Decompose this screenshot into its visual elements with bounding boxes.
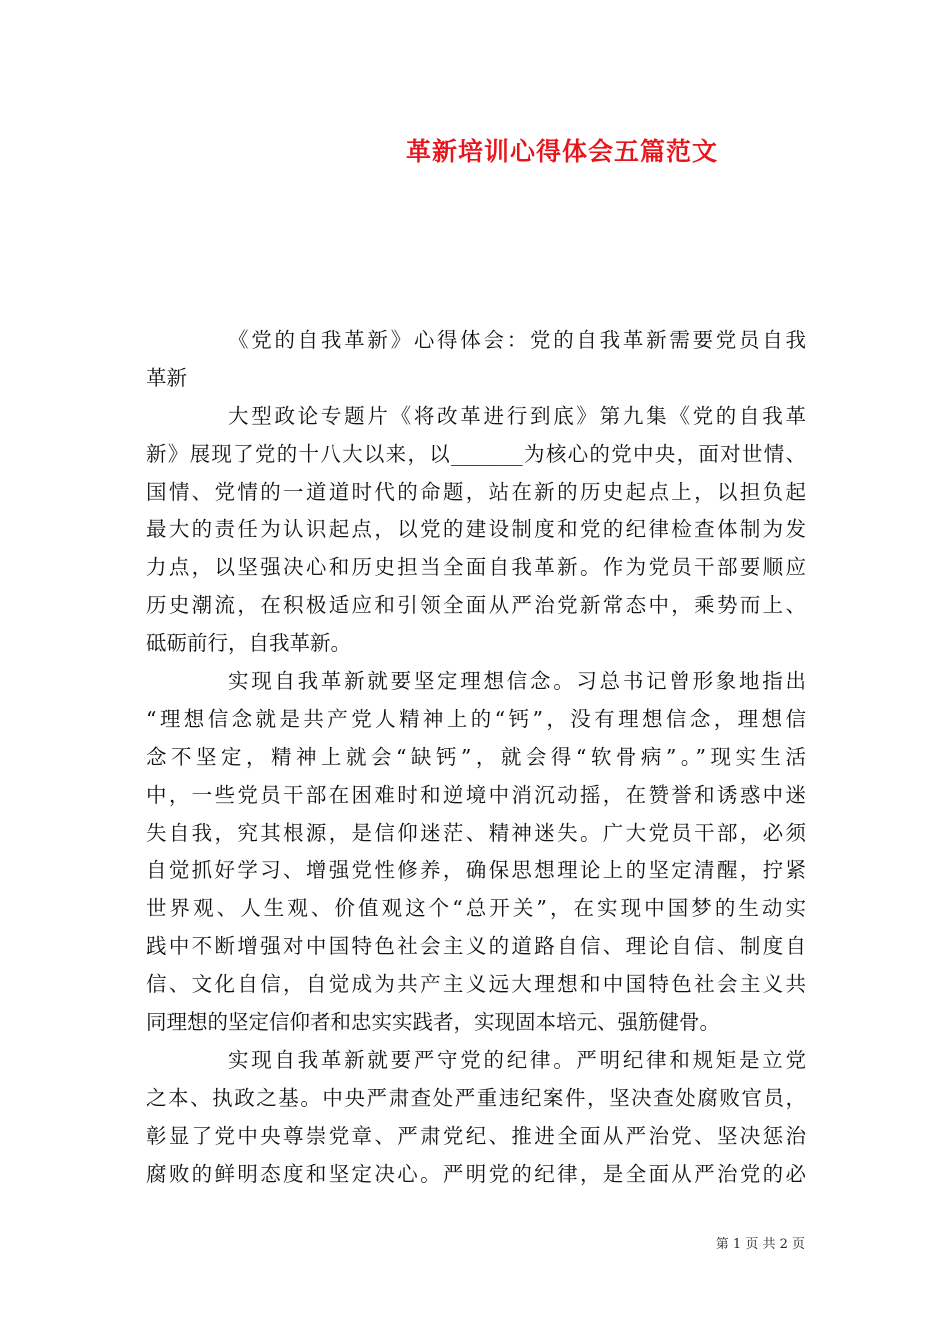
paragraph-line: 念不坚定，精神上就会“缺钙”，就会得“软骨病”。”现实生活 [146, 744, 806, 769]
paragraph-line: 最大的责任为认识起点，以党的建设制度和党的纪律检查体制为发 [146, 517, 806, 542]
paragraph-line: 信、文化自信，自觉成为共产主义远大理想和中国特色社会主义共 [146, 972, 806, 997]
paragraph-line: 世界观、人生观、价值观这个“总开关”，在实现中国梦的生动实 [146, 896, 806, 921]
paragraph-line: 国情、党情的一道道时代的命题，站在新的历史起点上，以担负起 [146, 479, 806, 504]
paragraph-line: 同理想的坚定信仰者和忠实实践者，实现固本培元、强筋健骨。 [146, 1010, 720, 1035]
paragraph-line: 砥砺前行，自我革新。 [146, 631, 351, 656]
page-number: 第 1 页 共 2 页 [715, 1237, 805, 1252]
paragraph-line: 新》展现了党的十八大以来，以_______为核心的党中央，面对世情、 [146, 441, 806, 466]
paragraph-line: 大型政论专题片《将改革进行到底》第九集《党的自我革 [228, 403, 806, 428]
paragraph-line: 自觉抓好学习、增强党性修养，确保思想理论上的坚定清醒，拧紧 [146, 858, 806, 883]
subtitle [146, 322, 806, 398]
document-title: 革新培训心得体会五篇范文 [405, 137, 718, 166]
paragraph-line: 彰显了党中央尊崇党章、严肃党纪、推进全面从严治党、坚决惩治 [146, 1123, 806, 1148]
paragraph-line: 实现自我革新就要坚定理想信念。习总书记曾形象地指出 [228, 669, 806, 694]
subtitle-line: 革新 [146, 365, 187, 390]
paragraph [146, 1042, 806, 1194]
paragraph-line: 之本、执政之基。中央严肃查处严重违纪案件，坚决查处腐败官员， [146, 1085, 806, 1110]
paragraph-line: 中，一些党员干部在困难时和逆境中消沉动摇，在赞誉和诱惑中迷 [146, 782, 806, 807]
paragraph-line: “理想信念就是共产党人精神上的“钙”，没有理想信念，理想信 [146, 706, 806, 731]
paragraph [146, 663, 806, 1042]
paragraph-line: 历史潮流，在积极适应和引领全面从严治党新常态中，乘势而上、 [146, 593, 806, 618]
paragraph-line: 力点，以坚强决心和历史担当全面自我革新。作为党员干部要顺应 [146, 555, 806, 580]
paragraph-line: 践中不断增强对中国特色社会主义的道路自信、理论自信、制度自 [146, 934, 806, 959]
paragraph-line: 腐败的鲜明态度和坚定决心。严明党的纪律，是全面从严治党的必 [146, 1161, 806, 1186]
subtitle-line: 《党的自我革新》心得体会：党的自我革新需要党员自我 [228, 328, 806, 352]
paragraph [146, 398, 806, 663]
paragraph-line: 失自我，究其根源，是信仰迷茫、精神迷失。广大党员干部，必须 [146, 820, 806, 845]
paragraph-line: 实现自我革新就要严守党的纪律。严明纪律和规矩是立党 [228, 1047, 806, 1072]
document-body [146, 322, 806, 1193]
